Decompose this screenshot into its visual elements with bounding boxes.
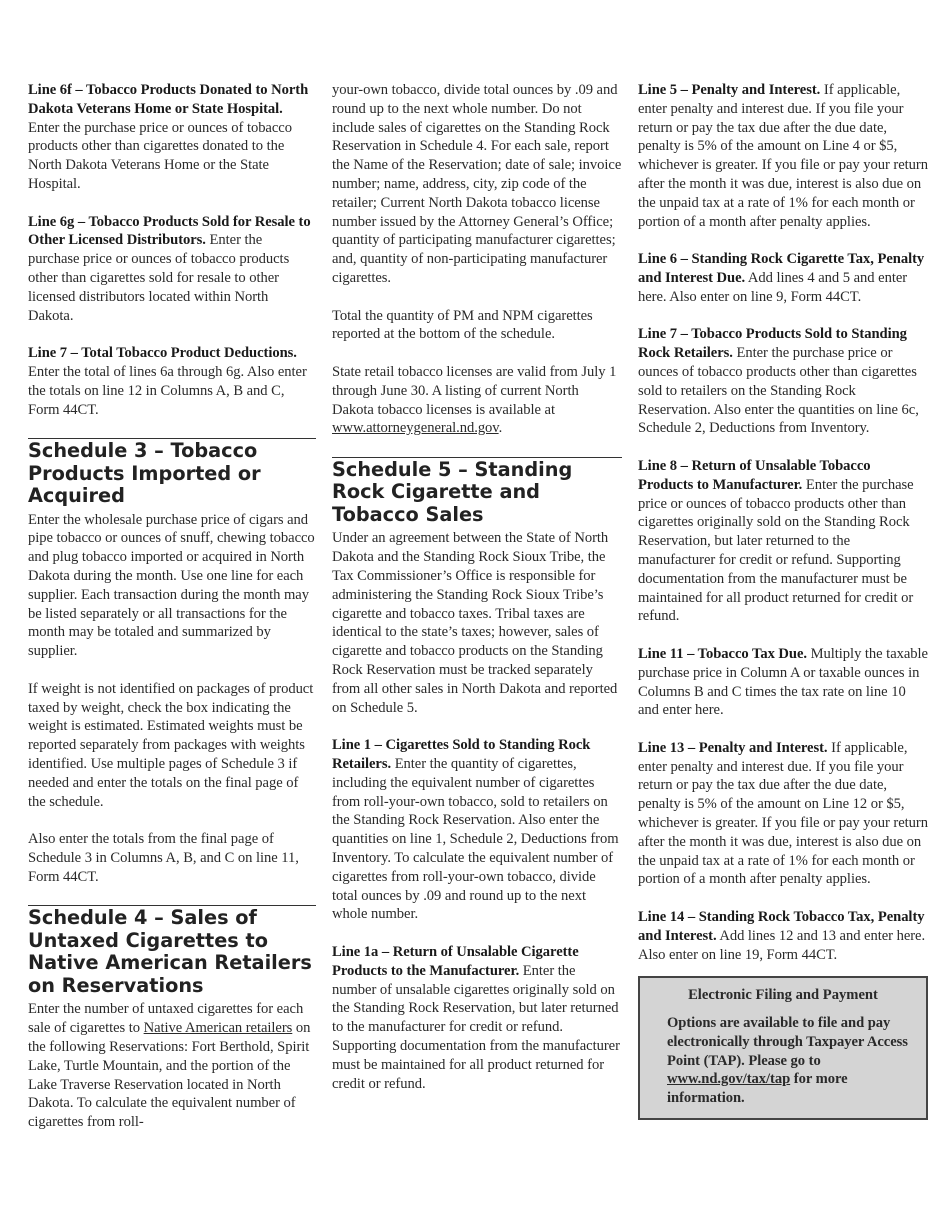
schedule-4-text-a: Enter the number of untaxed cigarettes for each sale of cigarettes to (28, 1001, 304, 1037)
line-6-paragraph (638, 250, 928, 306)
line-11-heading: Line 11 – Tobacco Tax Due. (638, 645, 808, 662)
line-8-text: Enter the purchase price or ounces of tobacco products other than cigarettes originally sold on the Standing Rock Reservation, but later returned to the manufacturer for credit or refund. Supporting documentation from the manufacturer must be maintained for all product returned for credit or refund. (638, 476, 914, 625)
line-14-paragraph (638, 908, 928, 964)
column-left (28, 81, 316, 1151)
schedule-4-text-b: on the following Reservations: Fort Berthold, Spirit Lake, Turtle Mountain, and the portion of the Lake Traverse Reservation located in North Dakota. To calculate the equivalent number of cigarettes from roll- (28, 1020, 311, 1131)
line-14-heading: Line 14 – Standing Rock Tobacco Tax, Penalty and Interest. (638, 909, 925, 944)
attorney-general-link[interactable]: www.attorneygeneral.nd.gov (332, 420, 499, 437)
line-8-heading: Line 8 – Return of Unsalable Tobacco Products to Manufacturer. (638, 457, 871, 493)
schedule-3-paragraph-2: If weight is not identified on packages of product taxed by weight, check the box indicating the weight is estimated. Estimated weights must be reported separately from packages with weights identified. Use multiple pages of Schedule 3 if needed and enter the totals on the final page of the schedule. (28, 680, 314, 810)
schedule-3-title: Schedule 3 – Tobacco Products Imported or Acquired (28, 439, 261, 508)
licenses-paragraph: State retail tobacco licenses are valid from July 1 through June 30. A listing of current North Dakota tobacco licenses is available at www.attorneygeneral.nd.gov. (332, 363, 617, 437)
line-5-paragraph (638, 81, 928, 231)
line-6g-heading: Line 6g – Tobacco Products Sold for Resale to Other Licensed Distributors. (28, 213, 311, 249)
line-6f-paragraph (28, 81, 316, 194)
schedule-3-section (28, 438, 316, 886)
electronic-filing-title: Electronic Filing and Payment (688, 987, 878, 1004)
schedule-5-paragraph-1: Under an agreement between the State of North Dakota and the Standing Rock Sioux Tribe, the Tax Commissioner’s Office is responsible for administering the Standing Rock Sioux Tribe’s cigarette and tobacco taxes. Tribal taxes are identical to the state’s taxes; however, sales of cigarette and tobacco products on the Standing Rock Reservation must be tracked separately from all other sales in North Dakota and reported on Schedule 5. (332, 530, 618, 716)
line-11-text: Multiply the taxable purchase price in Column A or taxable ounces in Columns B and C times the tax rate on line 10 and enter here. (638, 645, 928, 719)
line-7-sr-text: Enter the purchase price or ounces of tobacco products other than cigarettes sold to retailers on the Standing Rock Reservation. Also enter the quantities on line 6c, Schedule 2, Deductions from Inventory. (638, 345, 919, 437)
line-13-heading: Line 13 – Penalty and Interest. (638, 739, 828, 756)
line-7-text: Enter the total of lines 6a through 6g. Also enter the totals on line 12 in Columns A, B and C, Form 44CT. (28, 363, 307, 418)
electronic-filing-text (667, 1014, 908, 1108)
line-6f-heading: Line 6f – Tobacco Products Donated to North Dakota Veterans Home or State Hospital. (28, 82, 309, 117)
line-13-paragraph (638, 739, 928, 889)
schedule-4-totals-paragraph: Total the quantity of PM and NPM cigarettes reported at the bottom of the schedule. (332, 307, 593, 343)
column-middle (332, 81, 622, 1112)
line-1a-heading: Line 1a – Return of Unsalable Cigarette Products to the Manufacturer. (332, 943, 579, 979)
electronic-filing-text-b: for more information. (667, 1071, 848, 1107)
line-6g-paragraph (28, 213, 316, 326)
line-1-heading: Line 1 – Cigarettes Sold to Standing Rock Retailers. (332, 737, 591, 772)
schedule-5-section (332, 457, 622, 1093)
line-1a-text: Enter the number of unsalable cigarettes originally sold on the Standing Rock Reservation, but later returned to the manufacturer for credit or refund. Supporting documentation from the manufacturer must be maintained for all product returned for credit or refund. (332, 962, 620, 1092)
schedule-3-paragraph-3: Also enter the totals from the final page of Schedule 3 in Columns A, B, and C on line 11, Form 44CT. (28, 831, 299, 885)
tap-link[interactable]: www.nd.gov/tax/tap (667, 1071, 791, 1088)
schedule-4-title: Schedule 4 – Sales of Untaxed Cigarettes to Native American Retailers on Reservations (28, 906, 312, 997)
schedule-4-continued-paragraph: your-own tobacco, divide total ounces by .09 and round up to the next whole number. Do not include sales of cigarettes on the Standing Rock Reservation in Schedule 4. For each sale, report the Name of the Reservation; date of sale; invoice number; name, address, city, zip code of the retailer; Current North Dakota tobacco license number issued by the Attorney General’s Office; quantity of participating manufacturer cigarettes; and, quantity of non-participating manufacturer cigarettes. (332, 82, 622, 286)
line-6-heading: Line 6 – Standing Rock Cigarette Tax, Penalty and Interest Due. (638, 251, 925, 286)
line-5-heading: Line 5 – Penalty and Interest. (638, 82, 821, 98)
native-american-retailers-link[interactable]: Native American retailers (143, 1020, 293, 1037)
line-7-paragraph (28, 344, 316, 419)
line-11-paragraph (638, 645, 928, 720)
line-13-text: If applicable, enter penalty and interest due. If you file your return or pay the tax due after the due date, penalty is 5% of the amount on Line 12 or $5, whichever is greater. If you file or pay your return after the month it was due, interest is also due on the unpaid tax at a rate of 1% for each month or portion of a month after penalty applies. (638, 739, 928, 888)
line-8-paragraph (638, 457, 928, 626)
schedule-3-paragraph-1: Enter the wholesale purchase price of cigars and pipe tobacco or ounces of snuff, chewing tobacco and plug tobacco imported or acquired in North Dakota during the month. Use one line for each supplier. Each transaction during the month may be listed separately or all transactions for the month may be totaled and summarized by supplier. (28, 511, 315, 660)
line-7-sr-heading: Line 7 – Tobacco Products Sold to Standing Rock Retailers. (638, 326, 907, 362)
line-7-heading: Line 7 – Total Tobacco Product Deductions. (28, 345, 297, 362)
line-5-text: If applicable, enter penalty and interest due. If you file your return or pay the tax due after the due date, penalty is 5% of the amount on Line 4 or $5, whichever is greater. If you file or pay your return after the month it was due, interest is also due on the unpaid tax at a rate of 1% for each month or portion of a month after penalty applies. (638, 82, 928, 230)
line-6-text: Add lines 4 and 5 and enter here. Also enter on line 9, Form 44CT. (638, 269, 908, 305)
electronic-filing-text-a: Options are available to file and pay electronically through Taxpayer Access Point (TAP). Please go to (667, 1015, 908, 1069)
line-1-text: Enter the quantity of cigarettes, including the equivalent number of cigarettes from roll-your-own tobacco, sold to retailers on the Standing Rock Reservation. Also enter the quantities on line 1, Schedule 2, Deductions from Inventory. To calculate the equivalent number of cigarettes from roll-your-own tobacco, divide total ounces by .09 and round up to the next whole number. (332, 756, 619, 923)
schedule-4-paragraph-1 (28, 1000, 316, 1132)
line-14-text: Add lines 12 and 13 and enter here. Also enter on line 19, Form 44CT. (638, 927, 926, 963)
schedule-5-title: Schedule 5 – Standing Rock Cigarette and Tobacco Sales (332, 457, 573, 526)
schedule-4-section (28, 905, 316, 1132)
electronic-filing-box (638, 976, 928, 1120)
line-1-paragraph (332, 736, 622, 924)
column-right (638, 81, 928, 1120)
line-6g-text: Enter the purchase price or ounces of tobacco products other than cigarettes sold for resale to other licensed distributors located within North Dakota. (28, 232, 290, 324)
line-7-sr-paragraph (638, 325, 928, 438)
line-1a-paragraph (332, 943, 622, 1093)
line-6f-text: Enter the purchase price or ounces of tobacco products other than cigarettes donated to the North Dakota Veterans Home or the State Hospital. (28, 119, 292, 192)
licenses-text: State retail tobacco licenses are valid from July 1 through June 30. A listing of current North Dakota tobacco licenses is available at (332, 363, 617, 418)
